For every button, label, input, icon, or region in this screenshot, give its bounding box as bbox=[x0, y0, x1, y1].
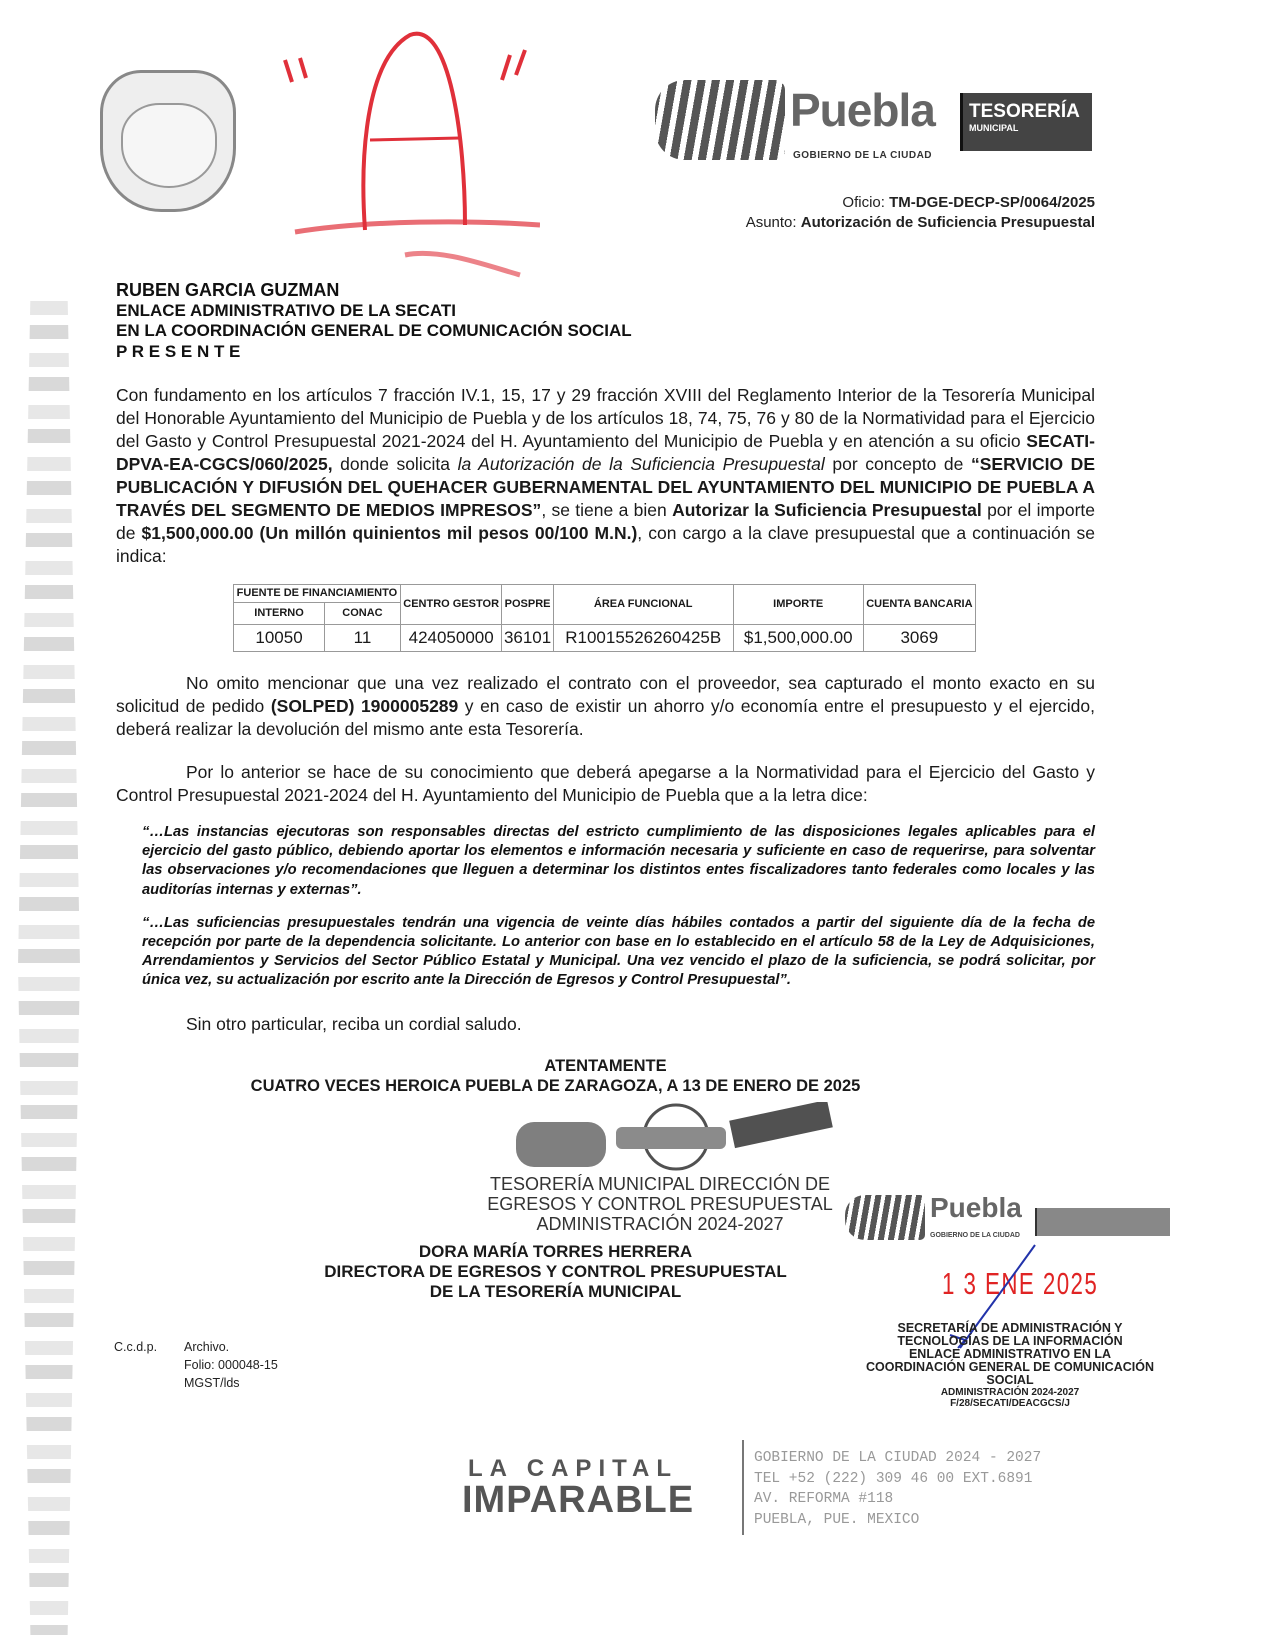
signer-title: DIRECTORA DE EGRESOS Y CONTROL PRESUPUESTAL bbox=[324, 1261, 787, 1281]
paragraph-solped: No omito mencionar que una vez realizado el contrato con el proveedor, sea capturado el monto exacto en su solicitud de pedido (SOLPED) 1900005289 y en caso de existir un ahorro y/o economía entre el presupuesto y el ejercido, deberá realizar la devolución del mismo ante esta Tesorería. bbox=[116, 673, 1096, 739]
puebla-tesoreria-logo: Puebla GOBIERNO DE LA CIUDAD TESORERÍA MUNICIPAL bbox=[655, 75, 1095, 170]
oficio-ref: Oficio: TM-DGE-DECP-SP/0064/2025 bbox=[842, 194, 1095, 211]
atentamente: ATENTAMENTE bbox=[544, 1056, 667, 1075]
tesoreria-badge: TESORERÍA MUNICIPAL bbox=[960, 93, 1092, 151]
received-stamp-text: SECRETARÍA DE ADMINISTRACIÓN Y TECNOLOGÍAS DE LA INFORMACIÓN ENLACE ADMINISTRATIVO EN LA COORDINACIÓN GENERAL DE COMUNICACIÓN SOCIAL ADMINISTRACIÓN 2024-2027 F/28/SECATI/DEACGCS/J bbox=[866, 1321, 1154, 1409]
city-seal-logo bbox=[100, 70, 236, 212]
letter-body-column bbox=[116, 280, 1095, 1302]
received-date-stamp: 1 3 ENE 2025 bbox=[942, 1266, 1099, 1301]
tesoreria-stamp-text: TESORERÍA MUNICIPAL DIRECCIÓN DE EGRESOS Y CONTROL PRESUPUESTAL ADMINISTRACIÓN 2024-2027 bbox=[487, 1173, 833, 1234]
signer-title-2: DE LA TESORERÍA MUNICIPAL bbox=[429, 1281, 682, 1301]
budget-key-table: FUENTE DE FINANCIAMIENTO CENTRO GESTOR POSPRE ÁREA FUNCIONAL IMPORTE CUENTA BANCARIA INTERNO CONAC 10050 11 424050000 36101 R10015526260425B $1,500,000.00 3069 bbox=[233, 584, 976, 652]
city-icons-graphic bbox=[655, 80, 785, 160]
footer-address: GOBIERNO DE LA CIUDAD 2024 - 2027 TEL +52 (222) 309 46 00 EXT.6891 AV. REFORMA #118 PUEBLA, PUE. MEXICO bbox=[742, 1440, 1041, 1535]
quote-vigencia: “…Las suficiencias presupuestales tendrán una vigencia de veinte días hábiles contados a partir del siguiente día de la fecha de recepción por parte de la dependencia solicitante. Lo anterior con base en lo establecido en el artículo 58 de la Ley de Adquisiciones, Arrendamientos y Servicios del Sector Público Estatal y Municipal. Una vez vencido el plazo de la suficiencia, se podrá solicitar, por única vez, su actualización por escrito ante la Dirección de Egresos y Control Presupuestal”. bbox=[142, 914, 1095, 989]
paragraph-normatividad: Por lo anterior se hace de su conocimiento que deberá apegarse a la Normatividad para el Ejercicio del Gasto y Control Presupuestal 2021-2024 del H. Ayuntamiento del Municipio de Puebla que a la letra dice: bbox=[116, 762, 1095, 805]
received-stamp-logo: Puebla GOBIERNO DE LA CIUDAD bbox=[845, 1190, 1175, 1250]
addressee-block: RUBEN GARCIA GUZMAN ENLACE ADMINISTRATIVO DE LA SECATI EN LA COORDINACIÓN GENERAL DE COMUNICACIÓN SOCIAL P R E S E N T E bbox=[116, 280, 632, 361]
signer-name: DORA MARÍA TORRES HERRERA bbox=[418, 1241, 693, 1261]
asunto-ref: Asunto: Autorización de Suficiencia Presupuestal bbox=[745, 214, 1095, 231]
la-capital-imparable-logo: LA CAPITAL IMPARABLE bbox=[462, 1455, 695, 1521]
decorative-side-border bbox=[18, 295, 80, 1635]
paragraph-authorization: Con fundamento en los artículos 7 fracción IV.1, 15, 17 y 29 fracción XVIII del Reglamento Interior de la Tesorería Municipal del Honorable Ayuntamiento del Municipio de Puebla y de los artículos 18, 74, 75, 76 y 80 de la Normatividad para el Ejercicio del Gasto y Control Presupuestal 2021-2024 del H. Ayuntamiento del Municipio de Puebla y en atención a su oficio SECATI-DPVA-EA-CGCS/060/2025, donde solicita la Autorización de la Suficiencia Presupuestal por concepto de “SERVICIO DE PUBLICACIÓN Y DIFUSIÓN DEL QUEHACER GUBERNAMENTAL DEL AYUNTAMIENTO DEL MUNICIPIO DE PUEBLA A TRAVÉS DEL SEGMENTO DE MEDIOS IMPRESOS”, se tiene a bien Autorizar la Suficiencia Presupuestal por el importe de $1,500,000.00 (Un millón quinientos mil pesos 00/100 M.N.), con cargo a la clave presupuestal que a continuación se indica: bbox=[116, 385, 1095, 566]
quote-responsabilidad: “…Las instancias ejecutoras son responsables directas del estricto cumplimiento de las disposiciones legales aplicables para el ejercicio del gasto público, debiendo aportar los elementos e información necesaria y suficiente en caso de requerirse, para solventar las observaciones y/o recomendaciones que lleguen a determinar los distintos entes fiscalizadores tanto federales como locales y las auditorías internas y externas”. bbox=[142, 824, 1095, 898]
closing-greeting: Sin otro particular, reciba un cordial saludo. bbox=[186, 1013, 522, 1034]
handwritten-red-a-mark bbox=[270, 20, 540, 280]
place-date: CUATRO VECES HEROICA PUEBLA DE ZARAGOZA, A 13 DE ENERO DE 2025 bbox=[250, 1076, 861, 1095]
table-row: 10050 11 424050000 36101 R10015526260425B $1,500,000.00 3069 bbox=[234, 625, 976, 652]
tesoreria-seal-stamp bbox=[516, 1102, 836, 1172]
ccp-block: C.c.d.p. Archivo. Folio: 000048-15 MGST/lds bbox=[114, 1340, 278, 1390]
